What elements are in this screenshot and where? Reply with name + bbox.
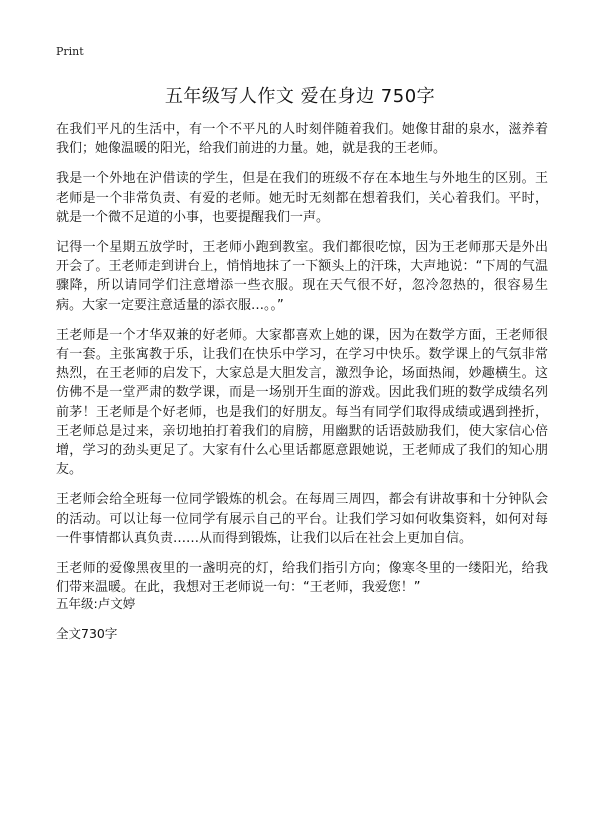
article-body (56, 120, 548, 608)
article-title: 五年级写人作文 爱在身边 750字 (164, 86, 436, 107)
article-paragraph: 我是一个外地在沪借读的学生，但是在我们的班级不存在本地生与外地生的区别。王老师是一个非常负责、有爱的老师。她无时无刻都在想着我们，关心着我们。平时，就是一个微不足道的小事，也要提醒我们一声。 (56, 171, 548, 225)
article-paragraph: 王老师的爱像黑夜里的一盏明亮的灯，给我们指引方向；像寒冬里的一缕阳光，给我们带来温暖。在此，我想对王老师说一句：“王老师，我爱您！” (56, 561, 548, 596)
article-paragraph: 在我们平凡的生活中，有一个不平凡的人时刻伴随着我们。她像甘甜的泉水，滋养着我们；她像温暖的阳光，给我们前进的力量。她，就是我的王老师。 (56, 122, 548, 157)
article-paragraph: 王老师是一个才华双兼的好老师。大家都喜欢上她的课，因为在数学方面，王老师很有一套。主张寓教于乐，让我们在快乐中学习，在学习中快乐。数学课上的气氛非常热烈，在王老师的启发下，大家总是大胆发言，激烈争论，场面热闹，妙趣横生。这仿佛不是一堂严肃的数学课，而是一场别开生面的游戏。因此我们班的数学成绩名列前茅！王老师是个好老师，也是我们的好朋友。每当有同学们取得成绩或遇到挫折，王老师总是过来，亲切地拍打着我们的肩膀，用幽默的话语鼓励我们，使大家信心倍增，学习的劲头更足了。大家有什么心里话都愿意跟她说，王老师成了我们的知心朋友。 (56, 327, 548, 478)
word-count: 全文730字 (56, 626, 118, 641)
article-paragraph: 王老师会给全班每一位同学锻炼的机会。在每周三周四，都会有讲故事和十分钟队会的活动。可以让每一位同学有展示自己的平台。让我们学习如何收集资料，如何对每一件事情都认真负责……从而得到锻炼，让我们以后在社会上更加自信。 (56, 492, 548, 546)
print-link[interactable]: Print (56, 45, 84, 58)
author-signature: 五年级:卢文婷 (56, 596, 136, 611)
article-paragraph: 记得一个星期五放学时，王老师小跑到教室。我们都很吃惊，因为王老师那天是外出开会了。王老师走到讲台上，悄悄地抹了一下额头上的汗珠，大声地说：“下周的气温骤降，所以请同学们注意增添一些衣服。现在天气很不好，忽冷忽热的，很容易生病。大家一定要注意适量的添衣服…。。” (56, 240, 548, 313)
